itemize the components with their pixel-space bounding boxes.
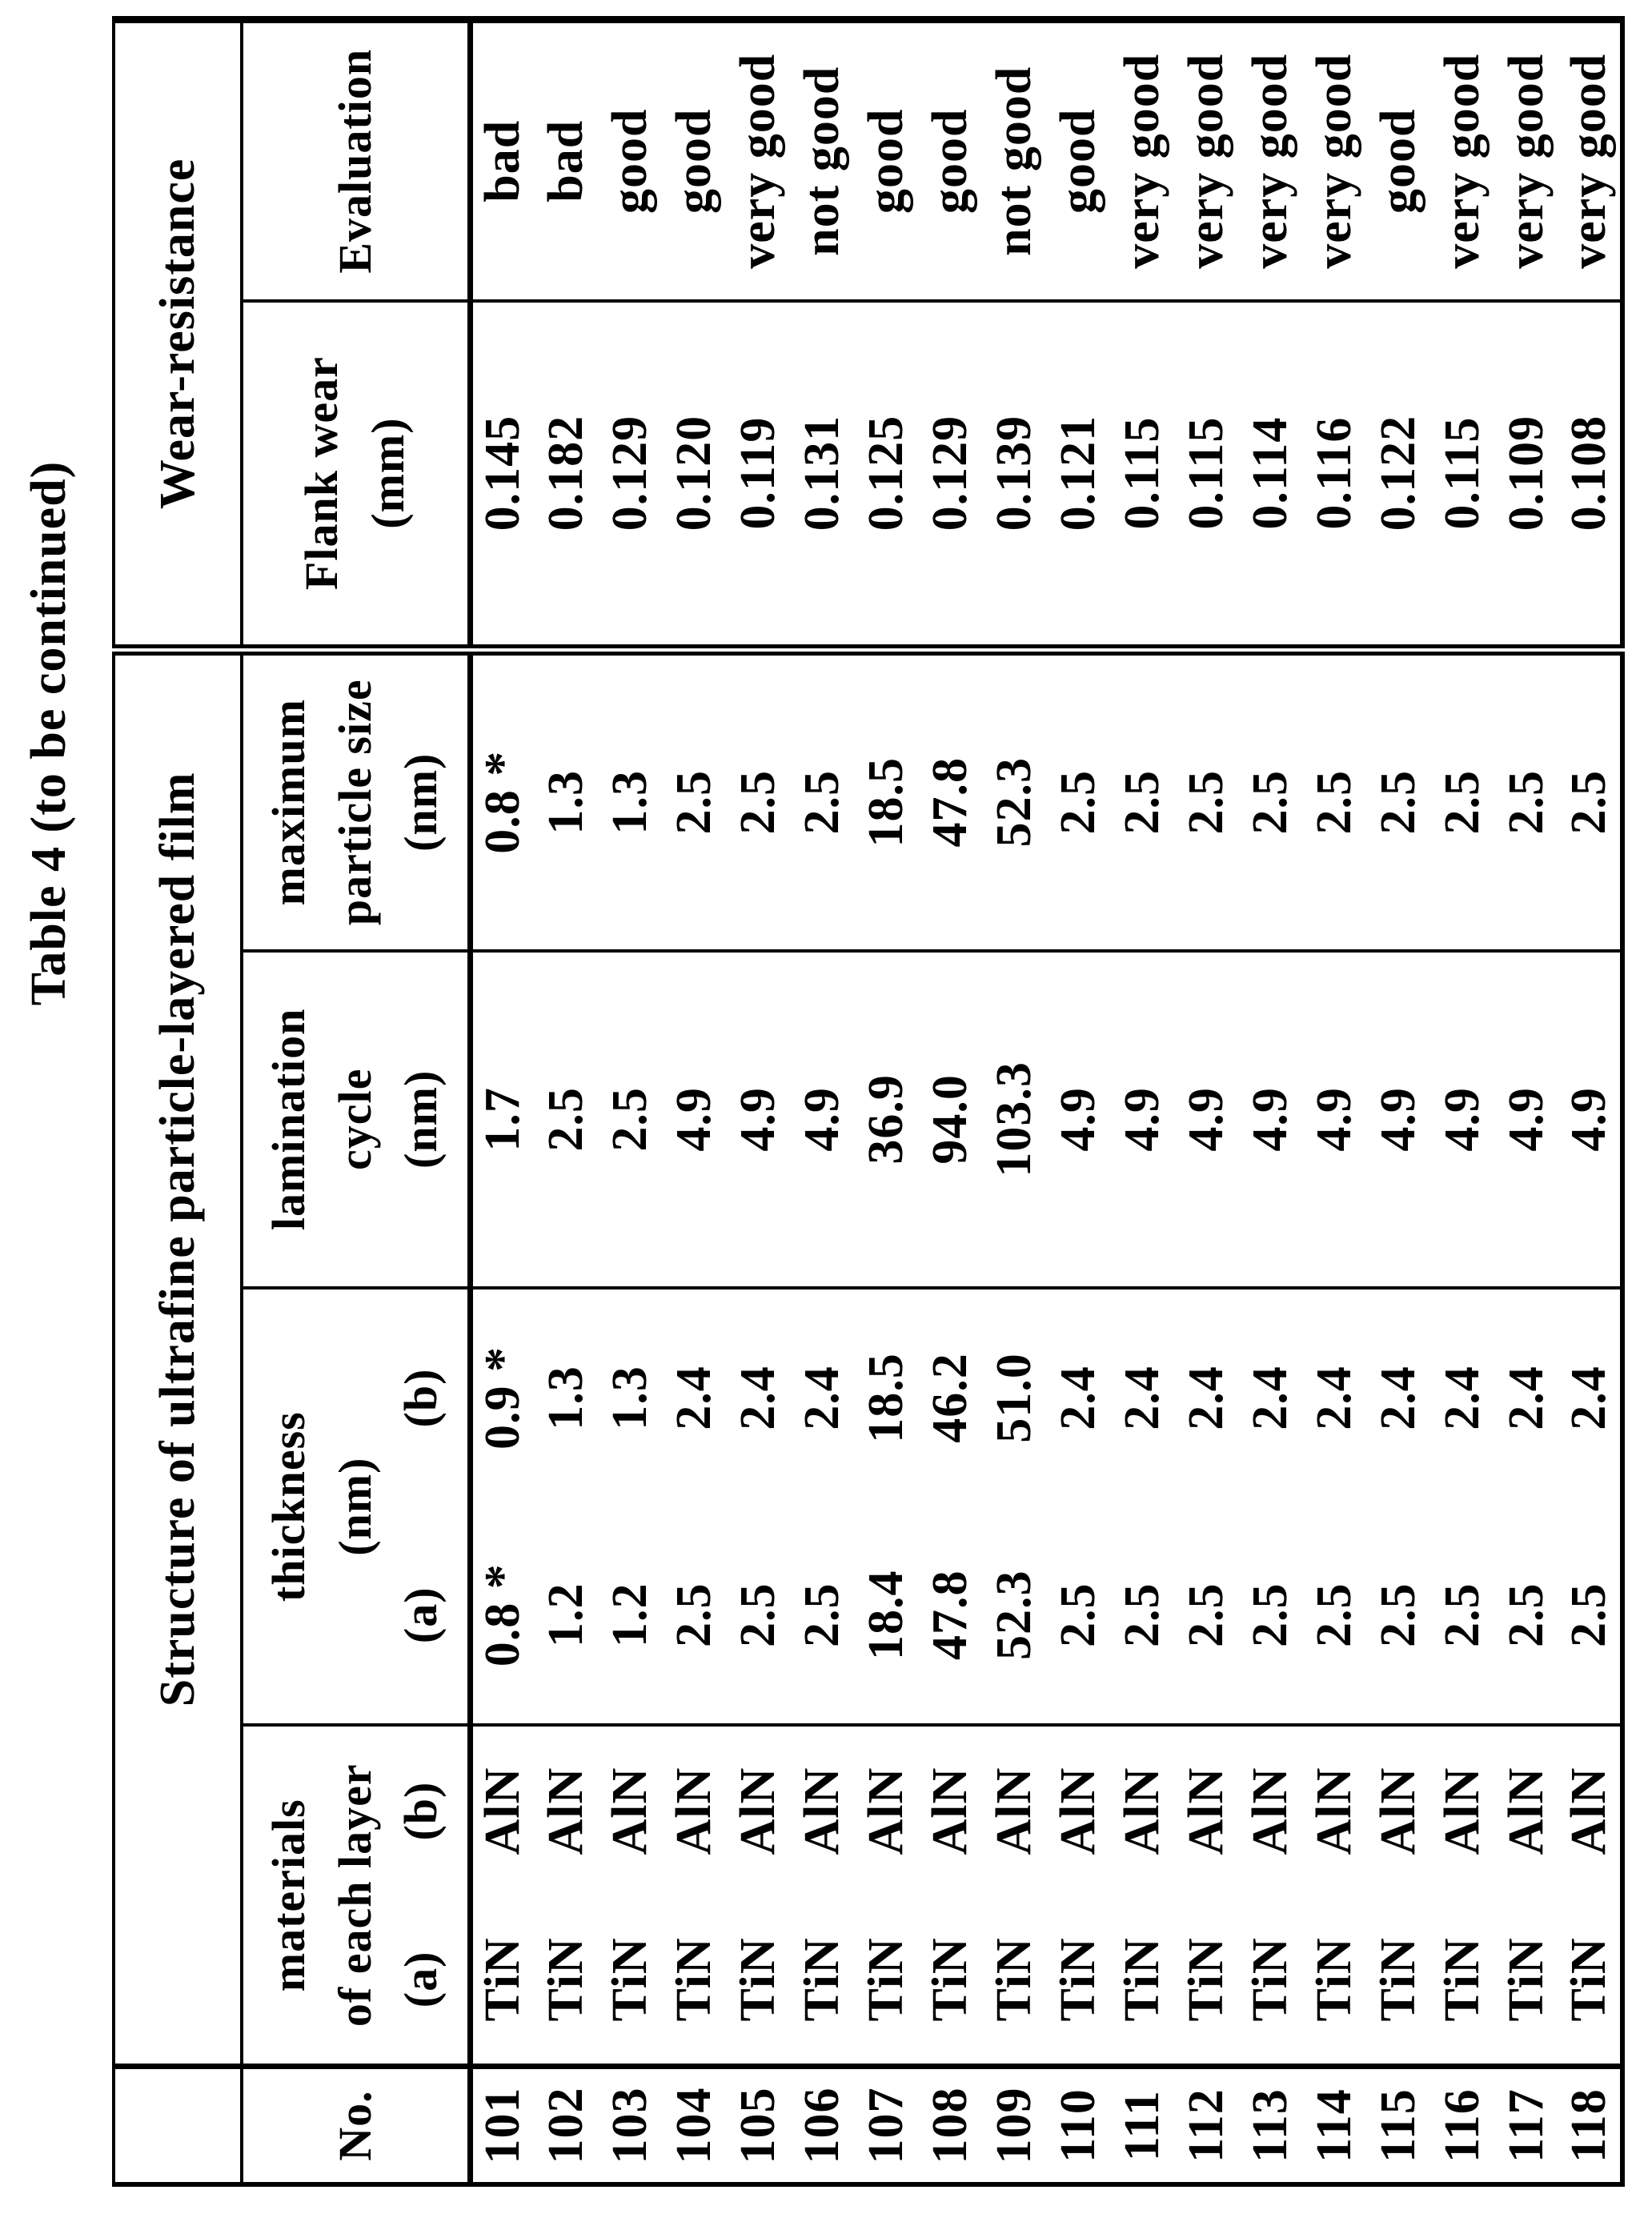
cell-material-a: TiN — [1562, 1937, 1616, 2022]
cell-materials — [534, 1725, 598, 2066]
cell-max-particle-size: 1.3 — [534, 650, 598, 951]
cell-evaluation: very good — [1494, 20, 1558, 301]
cell-evaluation: very good — [726, 20, 790, 301]
cell-thickness — [1174, 1288, 1238, 1726]
cell-lamination-cycle: 4.9 — [1110, 951, 1174, 1288]
cell-thickness — [1430, 1288, 1494, 1726]
table-row — [982, 20, 1046, 2185]
cell-material-b: AlN — [1562, 1767, 1616, 1855]
cell-no: 102 — [538, 2087, 593, 2164]
table-row — [1302, 20, 1366, 2185]
cell-thickness-a: 1.2 — [602, 1582, 657, 1648]
table-row — [1238, 20, 1302, 2185]
cell-no: 117 — [1498, 2088, 1554, 2163]
cell-materials — [1366, 1725, 1430, 2066]
cell-thickness — [1110, 1288, 1174, 1726]
flank-wear-header-line1: Flank wear — [295, 356, 348, 591]
cell-thickness-b: 2.4 — [1178, 1366, 1233, 1430]
cell-material-a: TiN — [1306, 1937, 1361, 2022]
cell-evaluation: good — [662, 20, 726, 301]
cell-flank-wear: 0.109 — [1494, 301, 1558, 650]
cell-thickness-b: 2.4 — [1370, 1366, 1425, 1430]
cell-material-b: AlN — [1306, 1767, 1361, 1855]
cell-evaluation: very good — [1430, 20, 1494, 301]
cell-flank-wear: 0.119 — [726, 301, 790, 650]
sublabel-a: (a) — [394, 1951, 447, 2008]
cell-thickness-b: 2.4 — [1114, 1366, 1169, 1430]
cell-materials — [726, 1725, 790, 2066]
table-title: Table 4 (to be continued) — [22, 460, 76, 1006]
cell-evaluation: very good — [1174, 20, 1238, 301]
cell-thickness-a: 52.3 — [986, 1570, 1041, 1661]
empty-corner-cell — [114, 2067, 242, 2184]
particle-header-line3: (nm) — [394, 752, 447, 852]
cell-flank-wear: 0.182 — [534, 301, 598, 650]
cell-material-a: TiN — [1370, 1937, 1425, 2022]
col-header-max-particle-size — [242, 650, 470, 951]
col-header-flank-wear — [242, 301, 470, 650]
cell-thickness — [1238, 1288, 1302, 1726]
sublabel-b: (b) — [394, 1781, 447, 1841]
cell-materials — [854, 1725, 918, 2066]
cell-evaluation: good — [918, 20, 982, 301]
cell-thickness — [598, 1288, 662, 1726]
cell-thickness — [1366, 1288, 1430, 1726]
table-row — [1046, 20, 1110, 2185]
cell-max-particle-size: 2.5 — [790, 650, 854, 951]
table-row — [470, 20, 534, 2185]
column-header-row — [242, 20, 470, 2185]
cell-flank-wear: 0.129 — [918, 301, 982, 650]
cell-thickness-b: 46.2 — [922, 1353, 977, 1443]
cell-thickness-a: 2.5 — [1178, 1582, 1233, 1648]
cell-thickness-b: 2.4 — [666, 1366, 721, 1430]
cell-thickness-a: 2.5 — [1306, 1582, 1361, 1648]
cell-lamination-cycle: 4.9 — [790, 951, 854, 1288]
cell-lamination-cycle: 94.0 — [918, 951, 982, 1288]
cell-no: 106 — [794, 2087, 849, 2164]
materials-header-line1: materials — [263, 1799, 315, 1992]
cell-max-particle-size: 2.5 — [1046, 650, 1110, 951]
cell-flank-wear: 0.139 — [982, 301, 1046, 650]
table-row — [1494, 20, 1558, 2185]
cell-lamination-cycle: 4.9 — [1366, 951, 1430, 1288]
cell-flank-wear: 0.125 — [854, 301, 918, 650]
cell-no: 112 — [1178, 2088, 1233, 2163]
col-header-no: No. — [242, 2067, 470, 2184]
cell-thickness — [982, 1288, 1046, 1726]
cell-flank-wear: 0.145 — [470, 301, 534, 650]
cell-no: 103 — [602, 2087, 657, 2164]
cell-flank-wear: 0.116 — [1302, 301, 1366, 650]
cell-flank-wear: 0.115 — [1174, 301, 1238, 650]
cell-material-a: TiN — [602, 1937, 657, 2022]
table-row — [1430, 20, 1494, 2185]
cell-flank-wear: 0.108 — [1558, 301, 1622, 650]
cell-material-a: TiN — [475, 1937, 531, 2022]
cell-material-b: AlN — [1114, 1767, 1169, 1855]
col-header-thickness — [242, 1288, 470, 1726]
cell-max-particle-size: 2.5 — [1430, 650, 1494, 951]
table-row — [1366, 20, 1430, 2185]
cell-no: 118 — [1562, 2088, 1616, 2163]
cell-material-a: TiN — [794, 1937, 849, 2022]
cell-thickness-a: 2.5 — [1114, 1582, 1169, 1648]
cell-max-particle-size: 18.5 — [854, 650, 918, 951]
cell-materials — [662, 1725, 726, 2066]
cell-thickness — [854, 1288, 918, 1726]
cell-max-particle-size: 52.3 — [982, 650, 1046, 951]
cell-evaluation: very good — [1238, 20, 1302, 301]
cell-max-particle-size: 2.5 — [1494, 650, 1558, 951]
cell-no: 109 — [986, 2087, 1041, 2164]
table-row — [854, 20, 918, 2185]
cell-lamination-cycle: 4.9 — [1494, 951, 1558, 1288]
cell-max-particle-size: 2.5 — [1366, 650, 1430, 951]
cell-material-b: AlN — [602, 1767, 657, 1855]
cell-flank-wear: 0.115 — [1430, 301, 1494, 650]
cell-materials — [1430, 1725, 1494, 2066]
cell-max-particle-size: 2.5 — [662, 650, 726, 951]
cell-thickness-b: 2.4 — [1306, 1366, 1361, 1430]
cell-material-a: TiN — [1114, 1937, 1169, 2022]
cell-thickness-b: 0.9 * — [475, 1346, 531, 1450]
cell-material-b: AlN — [1498, 1767, 1554, 1855]
cell-material-b: AlN — [538, 1767, 593, 1855]
cell-materials — [982, 1725, 1046, 2066]
cell-thickness — [918, 1288, 982, 1726]
cell-material-b: AlN — [1178, 1767, 1233, 1855]
cell-no: 113 — [1242, 2088, 1297, 2163]
cell-flank-wear: 0.114 — [1238, 301, 1302, 650]
cell-thickness-b: 2.4 — [1498, 1366, 1554, 1430]
cell-flank-wear: 0.129 — [598, 301, 662, 650]
cell-evaluation: bad — [534, 20, 598, 301]
sublabel-a: (a) — [394, 1586, 447, 1644]
cell-material-a: TiN — [1434, 1937, 1490, 2022]
cell-materials — [790, 1725, 854, 2066]
cell-material-b: AlN — [1434, 1767, 1490, 1855]
cell-material-b: AlN — [986, 1767, 1041, 1855]
cell-thickness-b: 2.4 — [794, 1366, 849, 1430]
cell-no: 116 — [1434, 2088, 1490, 2163]
cell-no: 107 — [858, 2087, 913, 2164]
cell-thickness-b: 2.4 — [1434, 1366, 1490, 1430]
table-row — [790, 20, 854, 2185]
cell-evaluation: good — [1366, 20, 1430, 301]
cell-material-b: AlN — [1370, 1767, 1425, 1855]
cell-evaluation: bad — [470, 20, 534, 301]
cell-materials — [470, 1725, 534, 2066]
cell-thickness-a: 2.5 — [666, 1582, 721, 1648]
cell-material-a: TiN — [730, 1937, 785, 2022]
cell-max-particle-size: 1.3 — [598, 650, 662, 951]
cell-evaluation: not good — [982, 20, 1046, 301]
cell-thickness-a: 2.5 — [1498, 1582, 1554, 1648]
cell-no: 108 — [922, 2087, 977, 2164]
cell-materials — [1046, 1725, 1110, 2066]
cell-material-b: AlN — [922, 1767, 977, 1855]
cell-flank-wear: 0.115 — [1110, 301, 1174, 650]
cell-material-b: AlN — [1050, 1767, 1105, 1855]
cell-max-particle-size: 2.5 — [1238, 650, 1302, 951]
cell-thickness-b: 51.0 — [986, 1353, 1041, 1443]
col-header-evaluation: Evaluation — [242, 20, 470, 301]
cell-max-particle-size: 2.5 — [726, 650, 790, 951]
cell-no: 104 — [666, 2087, 721, 2164]
cell-flank-wear: 0.121 — [1046, 301, 1110, 650]
cell-lamination-cycle: 4.9 — [1046, 951, 1110, 1288]
cell-materials — [1238, 1725, 1302, 2066]
cell-lamination-cycle: 103.3 — [982, 951, 1046, 1288]
cell-thickness-a: 2.5 — [730, 1582, 785, 1648]
flank-wear-header-line2: (mm) — [361, 417, 414, 529]
table-row — [1110, 20, 1174, 2185]
cell-materials — [1494, 1725, 1558, 2066]
cell-thickness — [1302, 1288, 1366, 1726]
cell-flank-wear: 0.131 — [790, 301, 854, 650]
lamination-header-line2: cycle — [328, 1068, 381, 1170]
cell-lamination-cycle: 4.9 — [662, 951, 726, 1288]
cell-evaluation: very good — [1302, 20, 1366, 301]
cell-evaluation: very good — [1558, 20, 1622, 301]
table-row — [662, 20, 726, 2185]
cell-evaluation: good — [1046, 20, 1110, 301]
cell-material-b: AlN — [475, 1767, 531, 1855]
cell-material-a: TiN — [1050, 1937, 1105, 2022]
cell-material-a: TiN — [922, 1937, 977, 2022]
cell-material-a: TiN — [538, 1937, 593, 2022]
table-row — [726, 20, 790, 2185]
lamination-header-line3: (nm) — [394, 1069, 447, 1169]
cell-lamination-cycle: 36.9 — [854, 951, 918, 1288]
data-table — [112, 16, 1625, 2187]
cell-material-b: AlN — [794, 1767, 849, 1855]
cell-lamination-cycle: 4.9 — [1430, 951, 1494, 1288]
table-row — [1558, 20, 1622, 2185]
cell-material-a: TiN — [986, 1937, 1041, 2022]
cell-thickness — [534, 1288, 598, 1726]
cell-thickness-a: 47.8 — [922, 1570, 977, 1661]
lamination-header-line1: lamination — [263, 1008, 315, 1231]
cell-thickness-a: 1.2 — [538, 1582, 593, 1648]
cell-thickness-b: 1.3 — [602, 1366, 657, 1430]
cell-thickness-b: 1.3 — [538, 1366, 593, 1430]
cell-thickness-a: 2.5 — [794, 1582, 849, 1648]
particle-header-line2: particle size — [328, 679, 381, 926]
cell-lamination-cycle: 4.9 — [1302, 951, 1366, 1288]
cell-thickness-a: 2.5 — [1562, 1582, 1616, 1648]
cell-no: 111 — [1114, 2089, 1169, 2162]
thickness-sublabels — [388, 1289, 454, 1724]
cell-material-a: TiN — [1498, 1937, 1554, 2022]
cell-no: 110 — [1050, 2088, 1105, 2163]
cell-thickness — [790, 1288, 854, 1726]
cell-material-b: AlN — [858, 1767, 913, 1855]
cell-materials — [1174, 1725, 1238, 2066]
table-row — [534, 20, 598, 2185]
cell-material-a: TiN — [1242, 1937, 1297, 2022]
cell-no: 114 — [1306, 2088, 1361, 2163]
cell-thickness-b: 18.5 — [858, 1353, 913, 1443]
cell-evaluation: good — [598, 20, 662, 301]
cell-materials — [598, 1725, 662, 2066]
group-header-wear-resistance: Wear-resistance — [114, 20, 242, 650]
cell-lamination-cycle: 4.9 — [1174, 951, 1238, 1288]
table-row — [1174, 20, 1238, 2185]
cell-thickness-b: 2.4 — [1050, 1366, 1105, 1430]
particle-header-line1: maximum — [263, 699, 315, 906]
cell-flank-wear: 0.120 — [662, 301, 726, 650]
table-row — [598, 20, 662, 2185]
cell-thickness-a: 0.8 * — [475, 1563, 531, 1667]
cell-thickness — [726, 1288, 790, 1726]
cell-evaluation: very good — [1110, 20, 1174, 301]
cell-thickness-a: 2.5 — [1434, 1582, 1490, 1648]
cell-thickness-b: 2.4 — [730, 1366, 785, 1430]
cell-thickness-a: 18.4 — [858, 1570, 913, 1661]
cell-material-a: TiN — [1178, 1937, 1233, 2022]
cell-max-particle-size: 47.8 — [918, 650, 982, 951]
cell-thickness-b: 2.4 — [1562, 1366, 1616, 1430]
materials-sublabels — [388, 1727, 454, 2064]
thickness-header-line1: thickness — [263, 1411, 315, 1602]
cell-thickness — [662, 1288, 726, 1726]
cell-max-particle-size: 2.5 — [1110, 650, 1174, 951]
col-header-lamination-cycle — [242, 951, 470, 1288]
cell-material-a: TiN — [858, 1937, 913, 2022]
cell-material-b: AlN — [666, 1767, 721, 1855]
cell-lamination-cycle: 2.5 — [534, 951, 598, 1288]
cell-evaluation: not good — [790, 20, 854, 301]
cell-material-b: AlN — [730, 1767, 785, 1855]
cell-flank-wear: 0.122 — [1366, 301, 1430, 650]
group-header-row — [114, 20, 242, 2185]
cell-lamination-cycle: 4.9 — [726, 951, 790, 1288]
cell-max-particle-size: 2.5 — [1174, 650, 1238, 951]
cell-materials — [918, 1725, 982, 2066]
cell-thickness — [1558, 1288, 1622, 1726]
cell-thickness-a: 2.5 — [1242, 1582, 1297, 1648]
cell-lamination-cycle: 1.7 — [470, 951, 534, 1288]
cell-lamination-cycle: 4.9 — [1558, 951, 1622, 1288]
cell-max-particle-size: 0.8 * — [470, 650, 534, 951]
cell-thickness — [470, 1288, 534, 1726]
cell-lamination-cycle: 4.9 — [1238, 951, 1302, 1288]
materials-header-line2: of each layer — [328, 1763, 381, 2027]
cell-max-particle-size: 2.5 — [1558, 650, 1622, 951]
col-header-materials — [242, 1725, 470, 2066]
thickness-header-line2: (nm) — [328, 1457, 381, 1556]
table-body — [470, 20, 1622, 2185]
table-row — [918, 20, 982, 2185]
cell-no: 115 — [1370, 2088, 1425, 2163]
group-header-structure: Structure of ultrafine particle-layered film — [114, 650, 242, 2067]
sublabel-b: (b) — [394, 1368, 447, 1428]
cell-material-b: AlN — [1242, 1767, 1297, 1855]
cell-materials — [1110, 1725, 1174, 2066]
cell-thickness-b: 2.4 — [1242, 1366, 1297, 1430]
cell-material-a: TiN — [666, 1937, 721, 2022]
cell-thickness-a: 2.5 — [1050, 1582, 1105, 1648]
cell-max-particle-size: 2.5 — [1302, 650, 1366, 951]
cell-no: 105 — [730, 2087, 785, 2164]
cell-materials — [1302, 1725, 1366, 2066]
cell-materials — [1558, 1725, 1622, 2066]
cell-thickness — [1494, 1288, 1558, 1726]
cell-no: 101 — [475, 2087, 531, 2164]
cell-thickness-a: 2.5 — [1370, 1582, 1425, 1648]
cell-evaluation: good — [854, 20, 918, 301]
cell-lamination-cycle: 2.5 — [598, 951, 662, 1288]
cell-thickness — [1046, 1288, 1110, 1726]
